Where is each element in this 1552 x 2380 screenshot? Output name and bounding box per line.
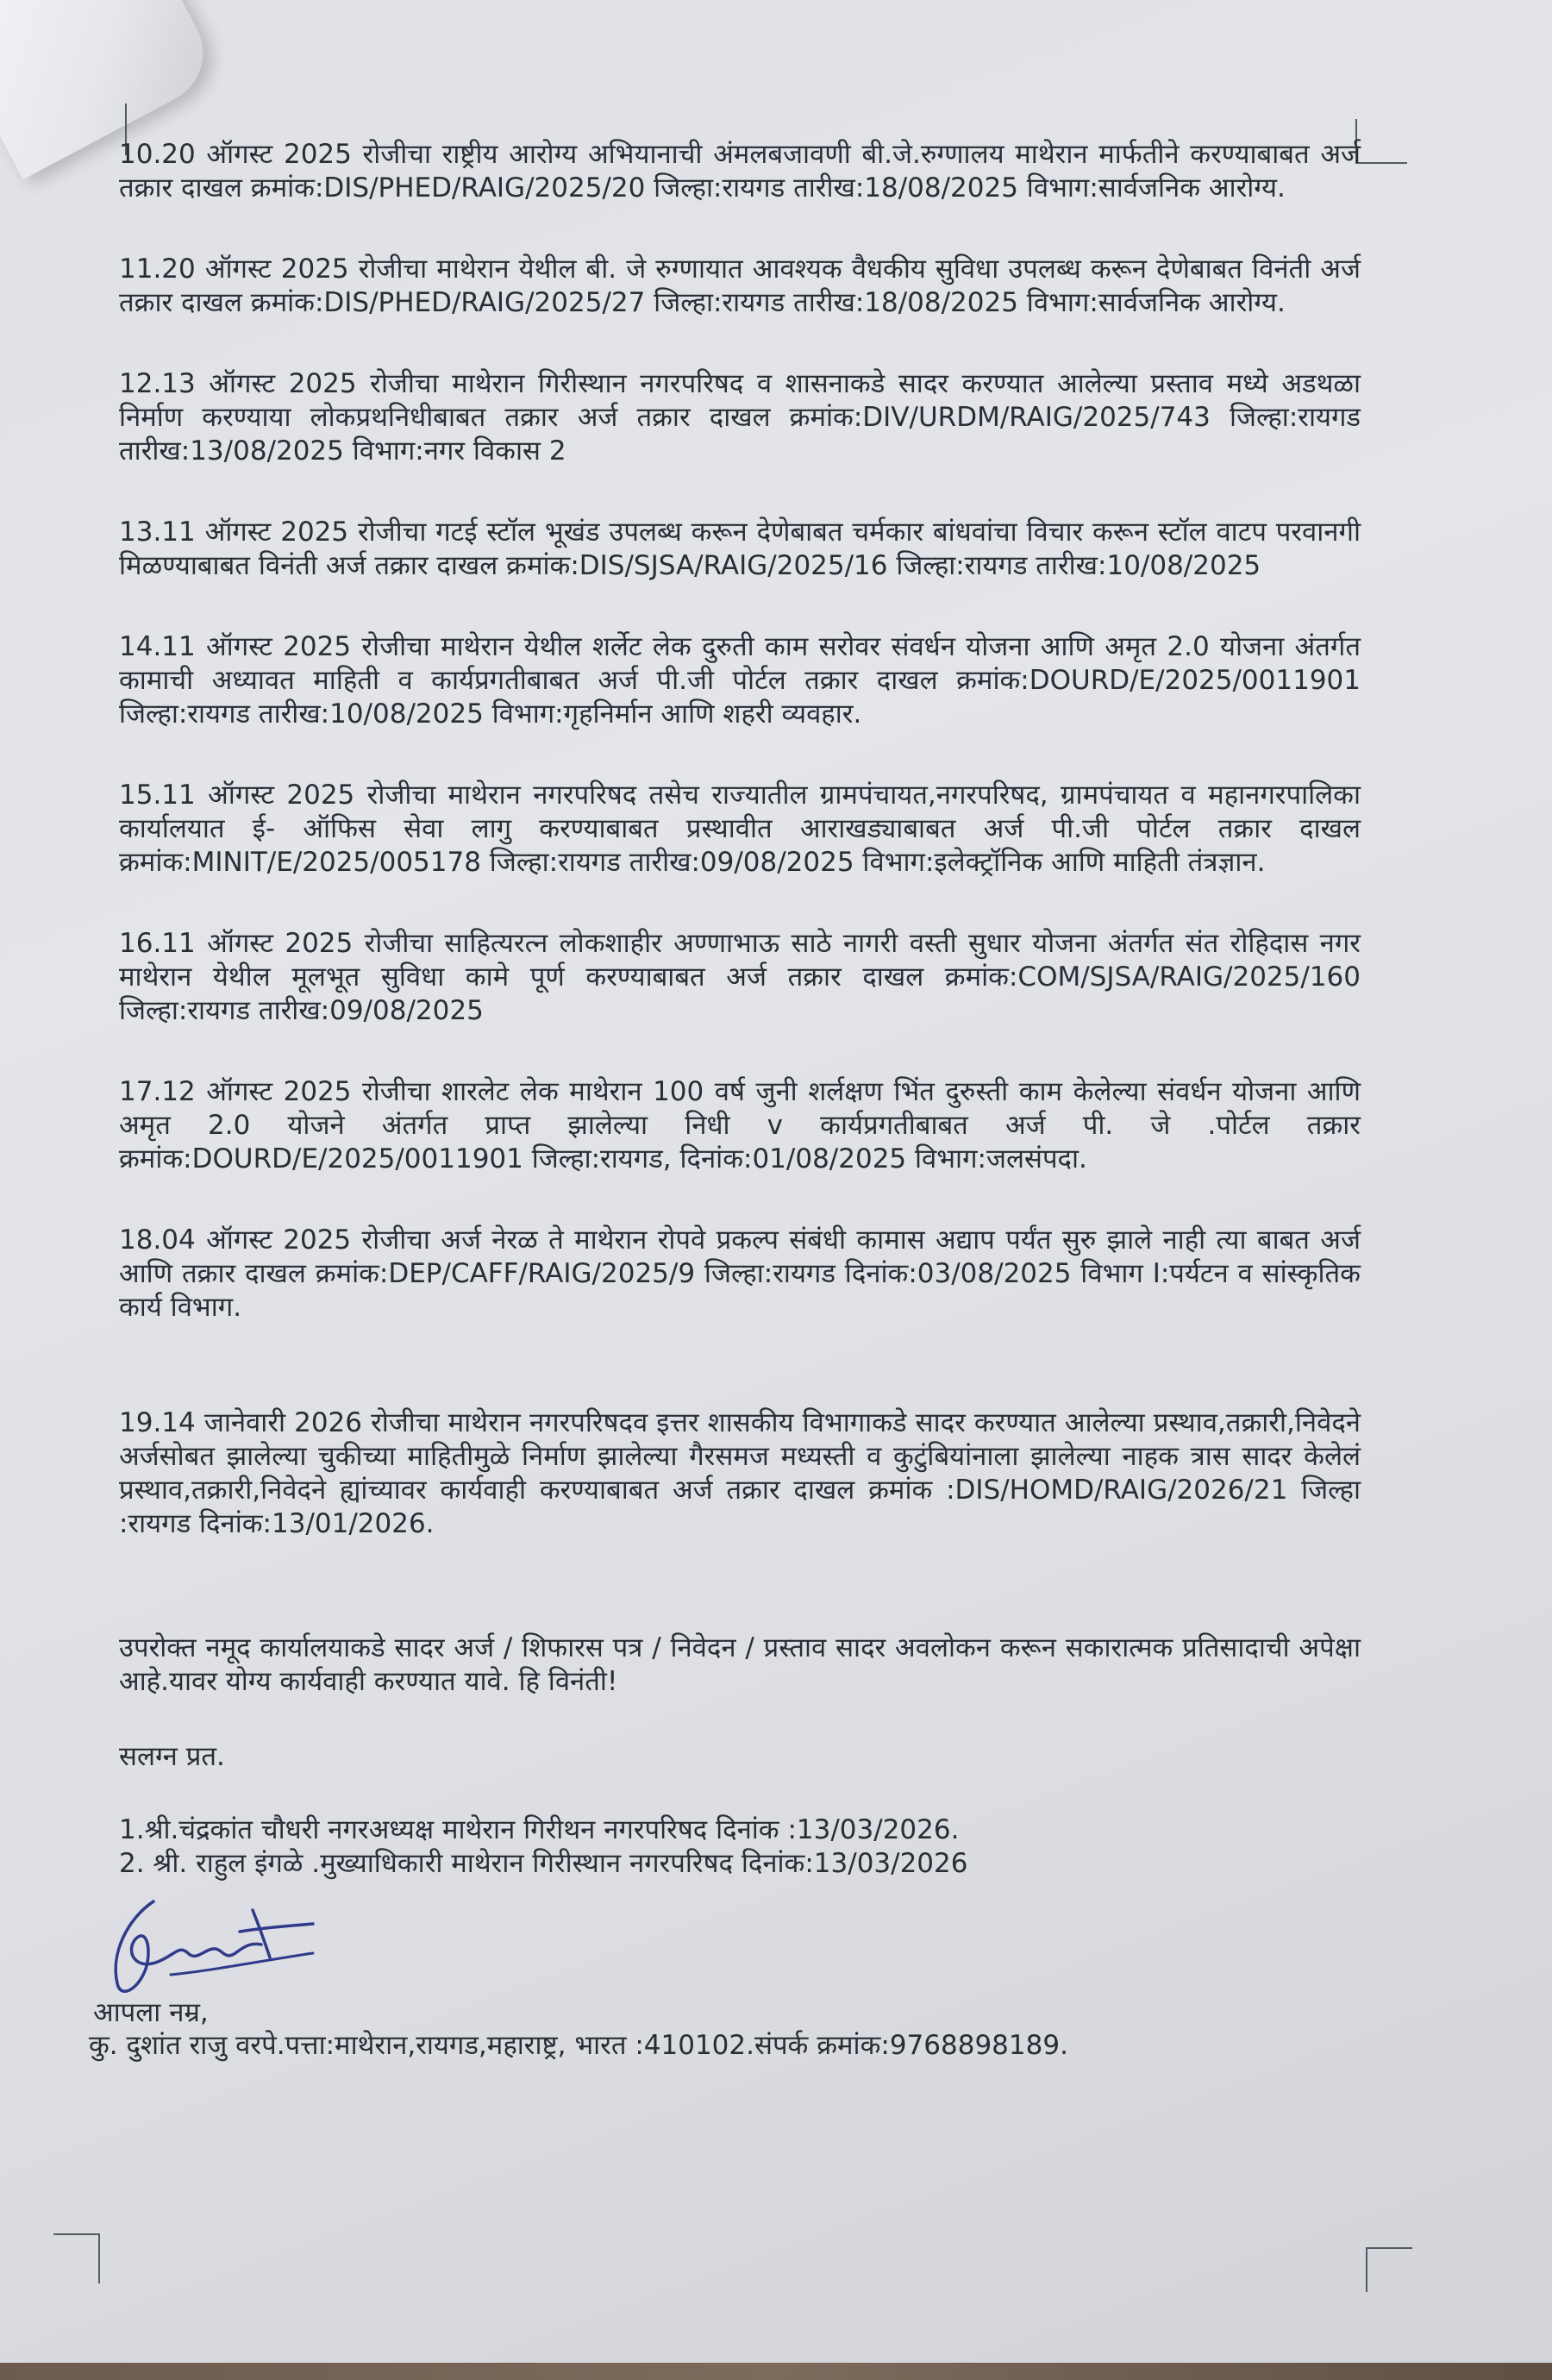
- entry-12: 12.13 ऑगस्ट 2025 रोजीचा माथेरान गिरीस्थान नगरपरिषद व शासनाकडे सादर करण्यात आलेल्या प्रस्ताव मध्ये अडथळा निर्माण करण्याया लोकप्रथनिधीबाबत तक्रार अर्ज तक्रार दाखल क्रमांक:DIV/URDM/RAIG/2025/743 जिल्हा:रायगड तारीख:13/08/2025 विभाग:नगर विकास 2: [119, 368, 1361, 467]
- entry-18: 18.04 ऑगस्ट 2025 रोजीचा अर्ज नेरळ ते माथेरान रोपवे प्रकल्प संबंधी कामास अद्याप पर्यंत सुरु झाले नाही त्या बाबत अर्ज आणि तक्रार दाखल क्रमांक:DEP/CAFF/RAIG/2025/9 जिल्हा:रायगड दिनांक:03/08/2025 विभाग I:पर्यटन व सांस्कृतिक कार्य विभाग.: [119, 1224, 1361, 1323]
- entry-19: 19.14 जानेवारी 2026 रोजीचा माथेरान नगरपरिषदव इत्तर शासकीय विभागाकडे सादर करण्यात आलेल्या प्रस्थाव,तक्रारी,निवेदने अर्जसोबत झालेल्या चुकीच्या माहितीमुळे निर्माण झालेल्या गैरसमज मध्यस्ती व कुटुंबियांनाला झालेल्या नाहक त्रास सादर केलेलं प्रस्थाव,तक्रारी,निवेदने ह्यांच्यावर कार्यवाही करण्याबाबत अर्ज तक्रार दाखल क्रमांक :DIS/HOMD/RAIG/2026/21 जिल्हा :रायगड दिनांक:13/01/2026.: [119, 1407, 1361, 1539]
- entry-16: 16.11 ऑगस्ट 2025 रोजीचा साहित्यरत्न लोकशाहीर अण्णाभाऊ साठे नागरी वस्ती सुधार योजना अंतर्गत संत रोहिदास नगर माथेरान येथील मूलभूत सुविधा कामे पूर्ण करण्याबाबत अर्ज तक्रार दाखल क्रमांक:COM/SJSA/RAIG/2025/160 जिल्हा:रायगड तारीख:09/08/2025: [119, 928, 1361, 1026]
- entry-10: 10.20 ऑगस्ट 2025 रोजीचा राष्ट्रीय आरोग्य अभियानाची अंमलबजावणी बी.जे.रुग्णालय माथेरान मार्फतीने करण्याबाबत अर्ज तक्रार दाखल क्रमांक:DIS/PHED/RAIG/2025/20 जिल्हा:रायगड तारीख:18/08/2025 विभाग:सार्वजनिक आरोग्य.: [119, 139, 1361, 204]
- letter-body: [89, 138, 1361, 2063]
- corner-mark-bottom-right: [1366, 2247, 1412, 2292]
- handwritten-signature: [93, 1893, 335, 2005]
- recipient-2: 2. श्री. राहुल इंगळे .मुख्याधिकारी माथेरान गिरीस्थान नगरपरिषद दिनांक:13/03/2026: [119, 1848, 968, 1879]
- salutation: आपला नम्र,: [93, 1997, 209, 2028]
- copy-recipients: [119, 1813, 1361, 1881]
- corner-mark-bottom-left: [53, 2233, 100, 2283]
- entry-14: 14.11 ऑगस्ट 2025 रोजीचा माथेरान येथील शर्लेट लेक दुरुती काम सरोवर संवर्धन योजना आणि अमृत 2.0 योजना अंतर्गत कामाची अध्यावत माहिती व कार्यप्रगतीबाबत अर्ज पी.जी पोर्टल तक्रार दाखल क्रमांक:DOURD/E/2025/0011901 जिल्हा:रायगड तारीख:10/08/2025 विभाग:गृहनिर्मान आणि शहरी व्यवहार.: [119, 631, 1361, 730]
- closing-request: उपरोक्त नमूद कार्यालयाकडे सादर अर्ज / शिफारस पत्र / निवेदन / प्रस्ताव सादर अवलोकन करून सकारात्मक प्रतिसादाची अपेक्षा आहे.यावर योग्य कार्यवाही करण्यात यावे. हि विनंती!: [119, 1632, 1361, 1697]
- table-surface: [0, 2363, 1552, 2380]
- signature-block: [93, 1901, 1361, 2028]
- recipient-1: 1.श्री.चंद्रकांत चौधरी नगरअध्यक्ष माथेरान गिरीथन नगरपरिषद दिनांक :13/03/2026.: [119, 1814, 960, 1845]
- entry-11: 11.20 ऑगस्ट 2025 रोजीचा माथेरान येथील बी. जे रुग्णायात आवश्यक वैधकीय सुविधा उपलब्ध करून देणेबाबत विनंती अर्ज तक्रार दाखल क्रमांक:DIS/PHED/RAIG/2025/27 जिल्हा:रायगड तारीख:18/08/2025 विभाग:सार्वजनिक आरोग्य.: [119, 254, 1361, 318]
- entry-13: 13.11 ऑगस्ट 2025 रोजीचा गटई स्टॉल भूखंड उपलब्ध करून देणेबाबत चर्मकार बांधवांचा विचार करून स्टॉल वाटप परवानगी मिळण्याबाबत विनंती अर्ज तक्रार दाखल क्रमांक:DIS/SJSA/RAIG/2025/16 जिल्हा:रायगड तारीख:10/08/2025: [119, 517, 1361, 581]
- entry-17: 17.12 ऑगस्ट 2025 रोजीचा शारलेट लेक माथेरान 100 वर्ष जुनी शर्लक्षण भिंत दुरुस्ती काम केलेल्या संवर्धन योजना आणि अमृत 2.0 योजने अंतर्गत प्राप्त झालेल्या निधी v कार्यप्रगतीबाबत अर्ज पी. जे .पोर्टल तक्रार क्रमांक:DOURD/E/2025/0011901 जिल्हा:रायगड, दिनांक:01/08/2025 विभाग:जलसंपदा.: [119, 1076, 1361, 1174]
- sender-details: कु. दुशांत राजु वरपे.पत्ता:माथेरान,रायगड,महाराष्ट्र, भारत :410102.संपर्क क्रमांक:9768898189.: [89, 2030, 1068, 2061]
- enclosure-heading: सलग्न प्रत.: [119, 1741, 225, 1772]
- corner-mark-top-right: [1355, 119, 1407, 164]
- entry-15: 15.11 ऑगस्ट 2025 रोजीचा माथेरान नगरपरिषद तसेच राज्यातील ग्रामपंचायत,नगरपरिषद, ग्रामपंचायत व महानगरपालिका कार्यालयात ई- ऑफिस सेवा लागु करण्याबाबत प्रस्थावीत आराखड्याबाबत अर्ज पी.जी पोर्टल तक्रार दाखल क्रमांक:MINIT/E/2025/005178 जिल्हा:रायगड तारीख:09/08/2025 विभाग:इलेक्ट्रॉनिक आणि माहिती तंत्रज्ञान.: [119, 780, 1361, 878]
